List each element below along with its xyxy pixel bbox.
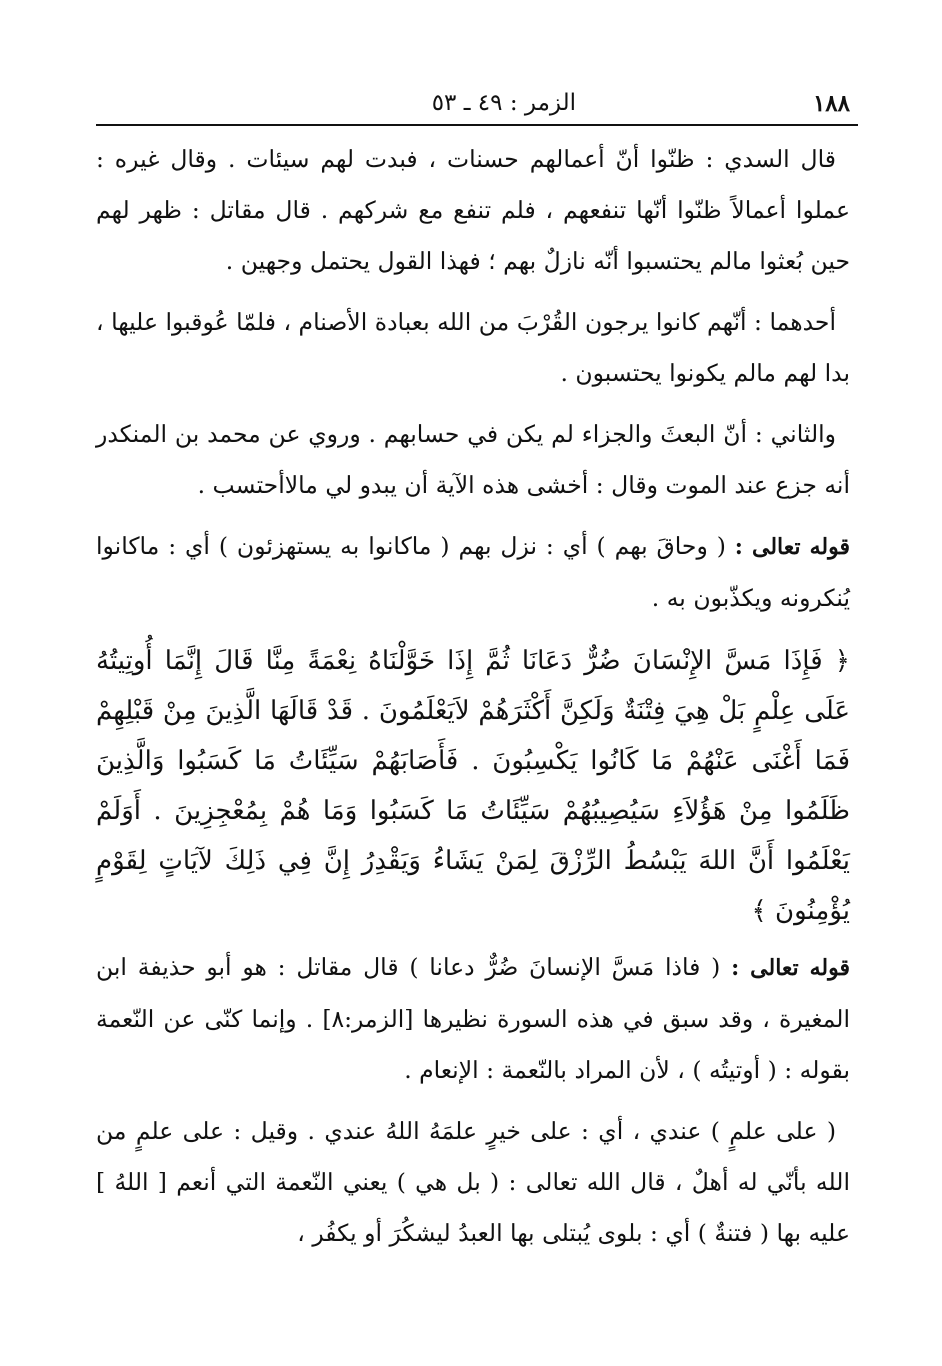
header-rule: [96, 124, 858, 126]
quran-verses: ﴿ فَإِذَا مَسَّ الإِنْسَانَ ضُرٌّ دَعَانَا ثُمَّ إِذَا خَوَّلْنَاهُ نِعْمَةً مِنَّا قَالَ إِنَّمَا أُوتِيتُهُ عَلَى عِلْمٍ بَلْ هِيَ فِتْنَةٌ وَلَكِنَّ أَكْثَرَهُمْ لاَيَعْلَمُونَ . قَدْ قَالَهَا الَّذِينَ مِنْ قَبْلِهِمْ فَمَا أَغْنَى عَنْهُمْ مَا كَانُوا يَكْسِبُونَ . فَأَصَابَهُمْ سَيِّئَاتُ مَا كَسَبُوا وَالَّذِينَ ظَلَمُوا مِنْ هَؤُلاَءِ سَيُصِيبُهُمْ سَيِّئَاتُ مَا كَسَبُوا وَمَا هُمْ بِمُعْجِزِينَ . أَوَلَمْ يَعْلَمُوا أَنَّ اللهَ يَبْسُطُ الرِّزْقَ لِمَنْ يَشَاءُ وَيَقْدِرُ إِنَّ فِي ذَلِكَ لآيَاتٍ لِقَوْمٍ يُؤْمِنُونَ ﴾: [96, 646, 850, 926]
commentary-text: ( فاذا مَسَّ الإنسانَ ضُرٌّ دعانا ) قال مقاتل : هو أبو حذيفة ابن المغيرة ، وقد سبق في هذه السورة نظيرها [الزمر:٨] . وإنما كنّى عن النّعمة بقوله : ( أوتيتُه ) ، لأن المراد بالنّعمة : الإنعام .: [96, 953, 850, 1084]
paragraph-first-meaning: أحدهما : أنّهم كانوا يرجون القُرْبَ من الله بعبادة الأصنام ، فلمّا عُوقبوا عليها ، بدا لهم مالم يكونوا يحتسبون .: [96, 308, 850, 387]
commentary-lead: قوله تعالى :: [734, 534, 850, 560]
commentary-lead: قوله تعالى :: [731, 955, 850, 981]
paragraph-closing: ( على علمٍ ) عندي ، أي : على خيرٍ علمَهُ اللهُ عندي . وقيل : على علمٍ من الله بأنّي له أهلٌ ، قال الله تعالى : ( بل هي ) يعني النّعمة التي أنعم [ اللهُ ] عليه بها ( فتنةٌ ) أي : بلوى يُبتلى بها العبدُ ليشكُرَ أو يكفُر ،: [96, 1117, 850, 1247]
commentary-paragraph-1: [96, 521, 850, 624]
page-number: ١٨٨: [812, 90, 850, 117]
paragraph-sadi: قال السدي : ظنّوا أنّ أعمالهم حسنات ، فبدت لهم سيئات . وقال غيره : عملوا أعمالاً ظنّوا أنّها تنفعهم ، فلم تنفع مع شركهم . قال مقاتل : ظهر لهم حين بُعثوا مالم يحتسبوا أنّه نازلٌ بهم ؛ فهذا القول يحتمل وجهين .: [96, 145, 850, 275]
paragraph-second-meaning: والثاني : أنّ البعثَ والجزاء لم يكن في حسابهم . وروي عن محمد بن المنكدر أنه جزع عند الموت وقال : أخشى هذه الآية أن يبدو لي مالاأحتسب .: [96, 420, 850, 499]
page-body: [96, 134, 850, 1259]
commentary-text: ( وحاقَ بهم ) أي : نزل بهم ( ماكانوا به يستهزئون ) أي : ماكانوا يُنكرونه ويكذّبون به .: [96, 532, 850, 612]
commentary-paragraph-2: [96, 942, 850, 1096]
page-header: [96, 84, 850, 124]
running-head: الزمر : ٤٩ ـ ٥٣: [431, 90, 576, 116]
